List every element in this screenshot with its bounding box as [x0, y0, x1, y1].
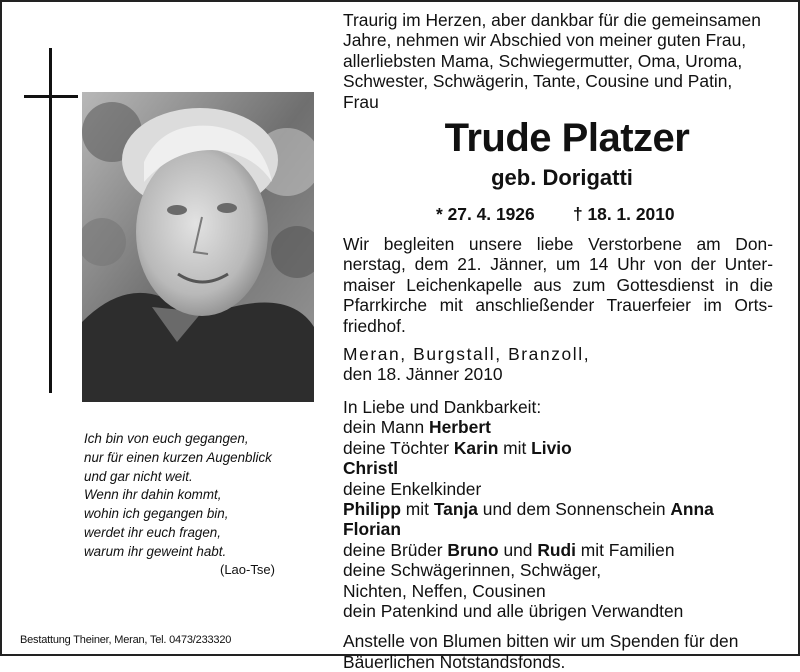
poem-line: Ich bin von euch gegangen,: [84, 431, 249, 446]
closing-line: Anstelle von Blumen bitten wir um Spenden für den: [343, 631, 739, 652]
notice-text: [343, 10, 773, 672]
list-item: deine Schwägerinnen, Schwäger,: [343, 560, 602, 581]
mourner-name: Philipp: [343, 498, 401, 519]
list-item: dein Mann Herbert: [343, 417, 491, 438]
funeral-line: maiser Leichenkapelle aus zum Gottesdienst in die: [343, 274, 773, 295]
closing-line: Bäuerlichen Notstandsfonds.: [343, 651, 566, 672]
funeral-line: nerstag, dem 21. Jänner, um 14 Uhr von der Unter-: [343, 254, 773, 275]
mourners-heading: In Liebe und Dankbarkeit:: [343, 396, 542, 417]
poem-line: wohin ich gegangen bin,: [84, 506, 229, 522]
funeral-home-footer: Bestattung Theiner, Meran, Tel. 0473/233320: [20, 634, 232, 646]
funeral-line: Pfarrkirche mit anschließender Trauerfeier im Orts-: [343, 295, 773, 316]
list-item: deine Enkelkinder: [343, 478, 482, 499]
mourner-name: Anna: [670, 498, 714, 519]
mourner-name: Florian: [343, 519, 401, 540]
poem-author: (Lao-Tse): [220, 562, 275, 577]
intro-line: Traurig im Herzen, aber dankbar für die gemeinsamen: [343, 10, 761, 30]
mourner-name: Tanja: [433, 498, 478, 519]
list-item: deine Töchter Karin mit Livio: [343, 437, 572, 458]
mourners-list: [343, 397, 773, 621]
list-item: Nichten, Neffen, Cousinen: [343, 580, 546, 601]
intro-paragraph: [343, 10, 773, 112]
portrait-photo: [82, 92, 314, 402]
deceased-name: Trude Platzer: [444, 116, 690, 161]
poem: [84, 430, 324, 562]
poem-line: und gar nicht weit.: [84, 468, 193, 484]
mourner-name: Livio: [531, 437, 572, 458]
intro-line: Jahre, nehmen wir Abschied von meiner guten Frau,: [343, 30, 747, 51]
poem-line: nur für einen kurzen Augenblick: [84, 449, 272, 465]
list-item: [343, 519, 773, 539]
cross-icon-bar: [24, 95, 78, 98]
poem-line: Wenn ihr dahin kommt,: [84, 487, 222, 503]
list-item: Philipp mit Tanja und dem Sonnenschein Anna: [343, 498, 714, 519]
mourner-name: Christl: [343, 458, 399, 479]
place-line: Meran, Burgstall, Branzoll,: [343, 344, 591, 365]
funeral-info: [343, 234, 773, 336]
intro-line: Frau: [343, 91, 379, 112]
list-item: dein Patenkind und alle übrigen Verwandten: [343, 600, 684, 621]
list-item: [343, 458, 773, 478]
closing-note: [343, 631, 773, 672]
cross-icon: [49, 48, 52, 393]
mourner-name: Herbert: [429, 417, 491, 438]
mourner-name: Bruno: [447, 539, 499, 560]
death-date: † 18. 1. 2010: [573, 204, 675, 225]
date-line: den 18. Jänner 2010: [343, 364, 503, 385]
funeral-line: friedhof.: [343, 315, 406, 336]
intro-line: Schwester, Schwägerin, Tante, Cousine und Patin,: [343, 71, 733, 92]
life-dates: [343, 204, 773, 226]
poem-line: warum ihr geweint habt.: [84, 543, 227, 559]
funeral-line: Wir begleiten unsere liebe Verstorbene am Don-: [343, 234, 773, 255]
maiden-name: geb. Dorigatti: [491, 165, 633, 191]
birth-date: * 27. 4. 1926: [436, 204, 535, 225]
intro-line: allerliebsten Mama, Schwiegermutter, Oma, Uroma,: [343, 50, 743, 71]
mourner-name: Rudi: [537, 539, 576, 560]
poem-line: werdet ihr euch fragen,: [84, 524, 221, 540]
list-item: deine Brüder Bruno und Rudi mit Familien: [343, 539, 675, 560]
mourner-name: Karin: [453, 437, 499, 458]
